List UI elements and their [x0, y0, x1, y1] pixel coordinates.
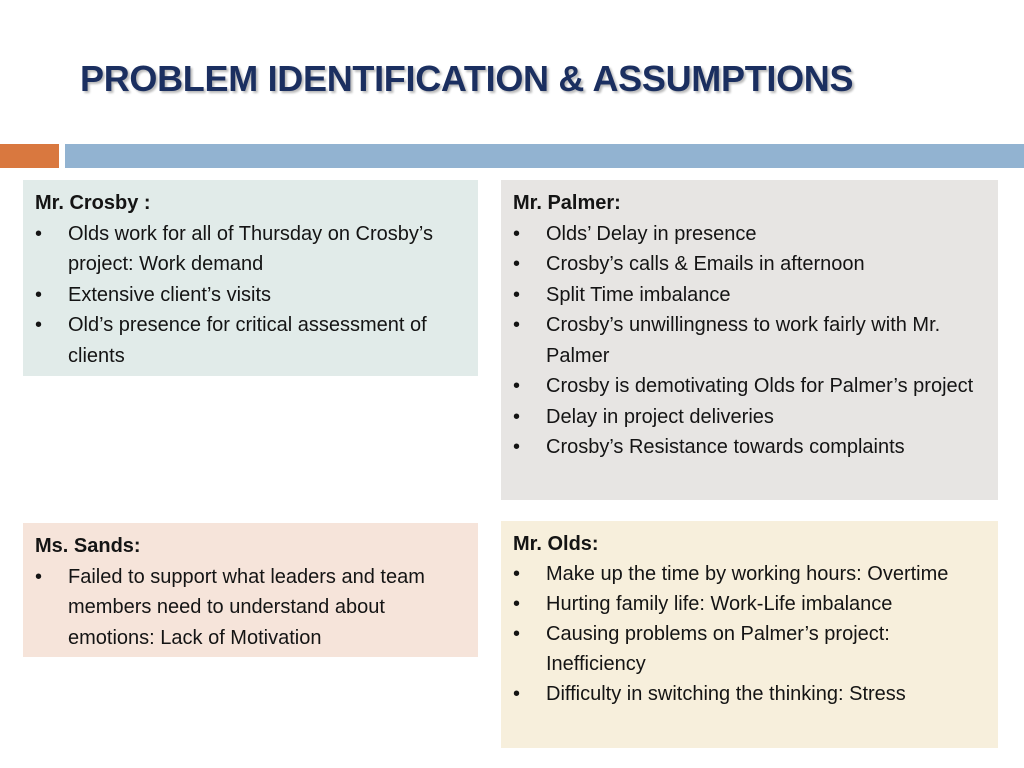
list-item [35, 219, 468, 280]
bullet-icon: • [513, 436, 521, 458]
bullet-icon: • [35, 565, 43, 588]
list-item-text: Crosby’s unwillingness to work fairly with Mr. Palmer [546, 314, 941, 367]
accent-bar-orange [0, 144, 59, 168]
list-item [513, 371, 988, 402]
slide-title: PROBLEM IDENTIFICATION & ASSUMPTIONS [80, 58, 854, 99]
list-item-text: Olds work for all of Thursday on Crosby’s project: Work demand [68, 222, 433, 275]
box-title-mr-palmer: Mr. Palmer: [513, 192, 621, 214]
list-item [513, 249, 988, 280]
list-item-text: Failed to support what leaders and team members need to understand about emotions: Lack of Motivation [68, 565, 425, 649]
list-item-text: Causing problems on Palmer’s project: Inefficiency [546, 623, 890, 675]
bullet-icon: • [513, 314, 521, 336]
list-item [513, 679, 988, 709]
bullet-icon: • [513, 283, 521, 306]
list-item-text: Split Time imbalance [546, 283, 731, 306]
box-title-ms-sands: Ms. Sands: [35, 535, 141, 557]
box-title-mr-olds: Mr. Olds: [513, 533, 599, 555]
box-mr-palmer [501, 180, 998, 500]
box-title-mr-crosby: Mr. Crosby : [35, 192, 151, 214]
bullet-icon: • [513, 563, 521, 585]
bullet-icon: • [513, 593, 521, 615]
list-item-text: Crosby is demotivating Olds for Palmer’s project [546, 375, 974, 397]
bullet-icon: • [513, 623, 521, 645]
list-item-text: Extensive client’s visits [68, 283, 272, 306]
list-item [35, 562, 468, 654]
list-item [513, 402, 988, 433]
list-item-text: Make up the time by working hours: Overtime [546, 563, 949, 585]
bullet-icon: • [513, 683, 521, 705]
bullet-list-mr-olds [513, 559, 988, 709]
box-ms-sands [23, 523, 478, 657]
bullet-icon: • [513, 253, 521, 275]
list-item-text: Crosby’s Resistance towards complaints [546, 436, 905, 458]
bullet-list-mr-palmer [513, 219, 988, 463]
list-item [35, 280, 468, 311]
list-item [513, 619, 988, 679]
list-item [513, 219, 988, 250]
box-mr-crosby [23, 180, 478, 376]
bullet-icon: • [35, 222, 43, 245]
list-item-text: Difficulty in switching the thinking: Stress [546, 683, 906, 705]
list-item-text: Olds’ Delay in presence [546, 222, 757, 245]
bullet-icon: • [513, 222, 521, 245]
bullet-list-ms-sands [35, 562, 468, 654]
list-item-text: Crosby’s calls & Emails in afternoon [546, 253, 865, 275]
list-item [513, 589, 988, 619]
list-item [513, 559, 988, 589]
bullet-icon: • [513, 375, 521, 397]
list-item [513, 432, 988, 463]
box-mr-olds [501, 521, 998, 748]
list-item-text: Delay in project deliveries [546, 405, 774, 428]
bullet-icon: • [35, 283, 43, 306]
bullet-icon: • [513, 405, 521, 428]
list-item [35, 310, 468, 371]
list-item [513, 280, 988, 311]
list-item [513, 310, 988, 371]
list-item-text: Old’s presence for critical assessment of clients [68, 314, 427, 367]
bullet-list-mr-crosby [35, 219, 468, 372]
accent-bar-blue [65, 144, 1024, 168]
bullet-icon: • [35, 314, 43, 336]
list-item-text: Hurting family life: Work-Life imbalance [546, 593, 893, 615]
